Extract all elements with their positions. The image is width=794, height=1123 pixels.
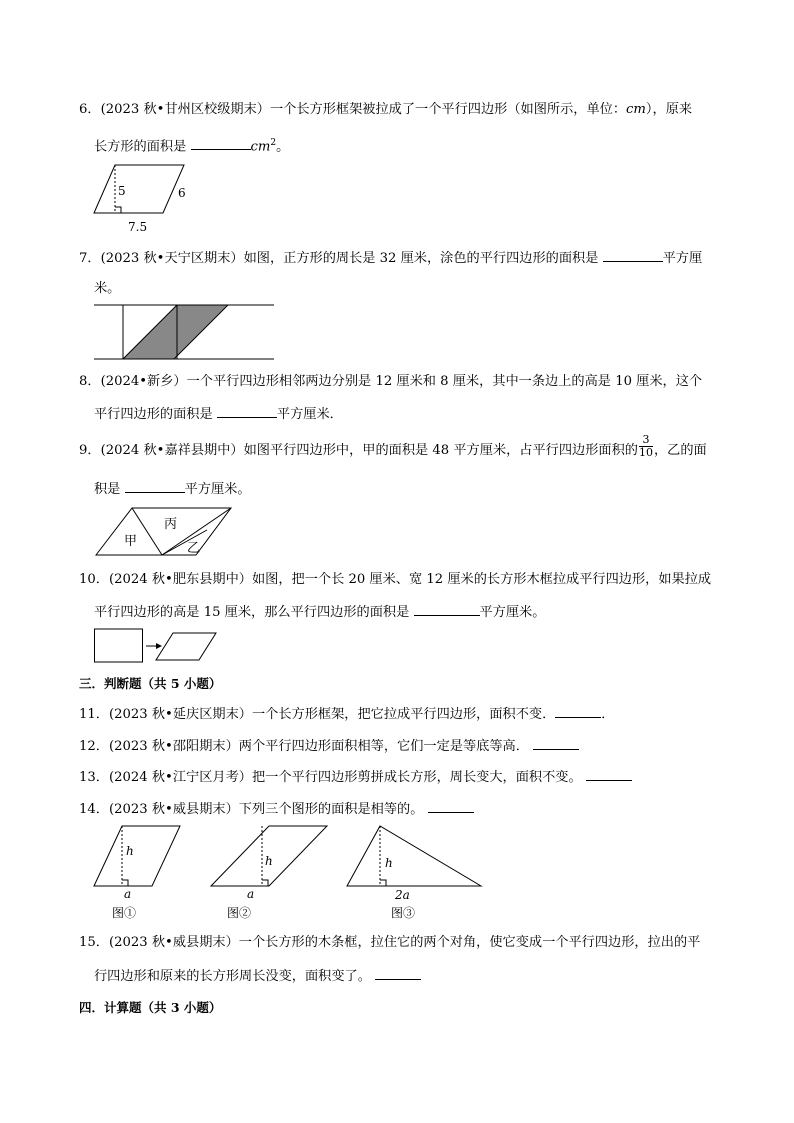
q6-line1: 6．(2023 秋•甘州区校级期末）一个长方形框架被拉成了一个平行四边形（如图所示，单位：cm），原来 <box>79 102 693 117</box>
q14-figure-3 <box>345 822 485 922</box>
q14-line: 14．(2023 秋•威县期末）下列三个图形的面积是相等的。 <box>79 800 474 818</box>
q10-figure <box>94 628 224 668</box>
answer-blank[interactable] <box>217 405 277 418</box>
a-label: a <box>247 887 255 901</box>
unit-text: cm <box>626 102 646 117</box>
q9-line1: 9．(2024 秋•嘉祥县期中）如图平行四边形中，甲的面积是 48 平方厘米，占平行四边形面积的 $\frac{3}{10}$ ，乙的面 <box>79 433 707 459</box>
answer-blank[interactable] <box>533 737 579 750</box>
q15-line1: 15．(2023 秋•威县期末）一个长方形的木条框，拉住它的两个对角，使它变成一个平行四边形，拉出的平 <box>79 935 701 950</box>
base-label: 7.5 <box>128 220 148 234</box>
q15-line2: 行四边形和原来的长方形周长没变，面积变了。 <box>94 967 421 985</box>
bing-label: 丙 <box>164 517 178 532</box>
q14-figure-2 <box>209 822 334 922</box>
2a-label: 2a <box>395 888 410 902</box>
figure-caption: 图① <box>112 906 137 920</box>
section-3-heading: 三．判断题（共 5 小题） <box>79 676 222 691</box>
q7-line1: 7．(2023 秋•天宁区期末）如图，正方形的周长是 32 厘米，涂色的平行四边形的面积是 平方厘 <box>79 251 703 266</box>
answer-blank[interactable] <box>428 800 474 813</box>
side-label: 6 <box>178 186 186 200</box>
q7-line2: 米。 <box>94 281 121 296</box>
q10-line2: 平行四边形的高是 15 厘米，那么平行四边形的面积是 平方厘米。 <box>94 605 546 620</box>
a-label: a <box>124 887 132 901</box>
answer-blank[interactable] <box>414 603 480 616</box>
q13-line: 13．(2024 秋•江宁区月考）把一个平行四边形剪拼成长方形，周长变大，面积不变。 <box>79 768 632 786</box>
q9-figure <box>94 503 239 563</box>
q8-line1: 8．(2024•新乡）一个平行四边形相邻两边分别是 12 厘米和 8 厘米，其中一条边上的高是 10 厘米，这个 <box>79 374 703 389</box>
fraction: $\frac{3}{10}$ <box>638 433 653 459</box>
q6-line2: 长方形的面积是 $cm^2$。 <box>94 138 290 155</box>
jia-label: 甲 <box>124 534 138 549</box>
figure-caption: 图③ <box>391 906 416 920</box>
q6-parallelogram-figure <box>90 160 200 235</box>
h-label: h <box>126 844 134 858</box>
q7-figure <box>94 300 284 365</box>
answer-blank[interactable] <box>191 137 251 150</box>
h-label: h <box>265 854 273 868</box>
answer-blank[interactable] <box>555 705 601 718</box>
answer-blank[interactable] <box>586 768 632 781</box>
q12-line: 12．(2023 秋•邵阳期末）两个平行四边形面积相等，它们一定是等底等高． <box>79 737 579 755</box>
section-4-heading: 四．计算题（共 3 小题） <box>79 1000 222 1015</box>
q14-figure-1 <box>92 822 192 922</box>
q9-line2: 积是 平方厘米。 <box>94 482 251 497</box>
height-label: 5 <box>118 184 126 198</box>
answer-blank[interactable] <box>125 480 185 493</box>
figure-caption: 图② <box>227 906 252 920</box>
q8-line2: 平行四边形的面积是 平方厘米． <box>94 407 343 422</box>
answer-blank[interactable] <box>603 249 663 262</box>
answer-blank[interactable] <box>375 967 421 980</box>
q10-line1: 10．(2024 秋•肥东县期中）如图，把一个长 20 厘米、宽 12 厘米的长方形木框拉成平行四边形，如果拉成 <box>79 572 712 587</box>
q11-line: 11．(2023 秋•延庆区期末）一个长方形框架，把它拉成平行四边形，面积不变． ． <box>79 707 615 722</box>
h-label: h <box>385 856 393 870</box>
yi-label: 乙 <box>187 541 201 556</box>
